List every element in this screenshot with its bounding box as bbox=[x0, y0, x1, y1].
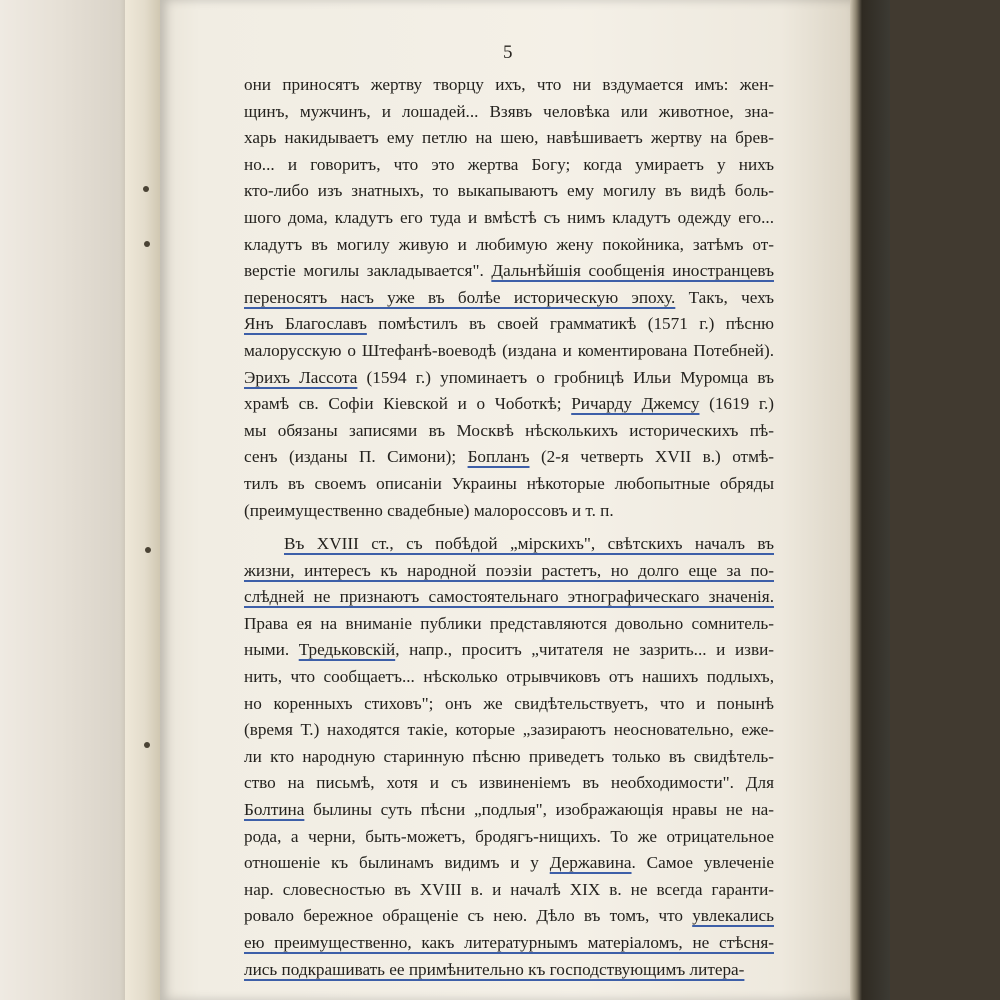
text-segment: нить, что сообщаетъ... нѣсколько отрывчиковъ отъ нашихъ подлыхъ, bbox=[244, 667, 774, 687]
underlined-text: слѣдней не признаютъ самостоятельнаго этнографическаго значенія. bbox=[244, 587, 774, 607]
text-line bbox=[244, 444, 774, 471]
underlined-text: Въ XVIII ст., съ побѣдой „мірскихъ", свѣтскихъ началъ въ bbox=[284, 534, 774, 554]
binding-hole bbox=[144, 742, 150, 748]
text-segment: помѣстилъ въ своей грамматикѣ (1571 г.) пѣсню bbox=[366, 314, 775, 334]
text-line bbox=[244, 531, 774, 558]
text-line bbox=[244, 125, 774, 152]
text-line bbox=[244, 178, 774, 205]
text-line bbox=[244, 770, 774, 797]
text-line bbox=[244, 311, 774, 338]
text-segment: Права ея на вниманіе публики представляются довольно сомнитель- bbox=[244, 613, 774, 633]
text-line bbox=[244, 930, 774, 957]
text-segment: но коренныхъ стиховъ"; онъ же свидѣтельствуетъ, что и понынѣ bbox=[244, 693, 774, 713]
text-segment: ство на письмѣ, хотя и съ извиненіемъ въ необходимости". Для bbox=[244, 773, 774, 793]
text-segment: ли кто народную старинную пѣсню приведетъ только въ свидѣтель- bbox=[244, 746, 774, 766]
text-line bbox=[244, 611, 774, 638]
text-segment: шого дома, кладутъ его туда и вмѣстѣ съ нимъ кладутъ одежду его... bbox=[244, 207, 774, 227]
text-line bbox=[244, 391, 774, 418]
text-line bbox=[244, 205, 774, 232]
binding-hole bbox=[144, 241, 150, 247]
binding-hole bbox=[143, 186, 149, 192]
paragraph bbox=[244, 531, 774, 983]
text-segment: щинъ, мужчинъ, и лошадей... Взявъ человѣка или животное, зна- bbox=[244, 101, 774, 121]
underlined-text: увлекались bbox=[692, 906, 774, 926]
text-line bbox=[244, 365, 774, 392]
book-cover-edge bbox=[850, 0, 890, 1000]
text-line bbox=[244, 664, 774, 691]
underlined-text: лись подкрашивать ее примѣнительно къ господствующимъ литера- bbox=[244, 959, 745, 979]
text-line bbox=[244, 744, 774, 771]
text-line bbox=[244, 717, 774, 744]
text-line bbox=[244, 258, 774, 285]
underlined-text: Тредьковскій bbox=[298, 640, 396, 660]
text-segment: (преимущественно свадебные) малороссовъ и т. п. bbox=[244, 500, 614, 520]
text-segment: былины суть пѣсни „подлыя", изображающія нравы не на- bbox=[304, 800, 774, 820]
text-line bbox=[244, 957, 774, 984]
text-segment: харь накидываетъ ему петлю на шею, навѣшиваетъ жертву на брев- bbox=[244, 128, 774, 148]
body-text bbox=[244, 72, 774, 983]
underlined-text: Эрихъ Лассота bbox=[244, 367, 358, 387]
text-line bbox=[244, 558, 774, 585]
underlined-text: жизни, интересъ къ народной поэзіи растетъ, но долго еще за по- bbox=[244, 560, 774, 580]
text-line bbox=[244, 498, 774, 525]
underlined-text: Янъ Благославъ bbox=[244, 314, 367, 334]
text-line bbox=[244, 877, 774, 904]
underlined-text: Ричарду Джемсу bbox=[571, 394, 700, 414]
text-line bbox=[244, 418, 774, 445]
underlined-text: Болтина bbox=[244, 800, 305, 820]
text-line bbox=[244, 824, 774, 851]
text-segment: нар. словесностью въ XVIII в. и началѣ XIX в. не всегда гаранти- bbox=[244, 879, 774, 899]
text-segment: они приносятъ жертву творцу ихъ, что ни вздумается имъ: жен- bbox=[244, 75, 774, 94]
text-line bbox=[244, 285, 774, 312]
underlined-text: Бопланъ bbox=[467, 447, 530, 467]
text-segment: кто-либо изъ знатныхъ, то выкапываютъ ему могилу въ видѣ боль- bbox=[244, 181, 774, 201]
text-segment: мы обязаны записями въ Москвѣ нѣсколькихъ историческихъ пѣ- bbox=[244, 420, 774, 440]
text-segment: рода, а черни, быть-можетъ, бродягъ-нищихъ. То же отрицательное bbox=[244, 826, 774, 846]
text-segment: , напр., проситъ „читателя не зазрить... и изви- bbox=[395, 640, 774, 660]
text-segment: верстіе могилы закладывается". bbox=[244, 261, 492, 281]
binding-hole bbox=[145, 547, 151, 553]
text-line bbox=[244, 471, 774, 498]
text-line bbox=[244, 232, 774, 259]
text-line bbox=[244, 584, 774, 611]
text-segment: храмѣ св. Софіи Кіевской и о Чоботкѣ; bbox=[244, 394, 572, 414]
text-segment: но... и говоритъ, что это жертва Богу; когда умираетъ у нихъ bbox=[244, 154, 774, 174]
text-line bbox=[244, 850, 774, 877]
text-line bbox=[244, 797, 774, 824]
text-line bbox=[244, 152, 774, 179]
text-segment: (1619 г.) bbox=[699, 394, 774, 414]
underlined-text: переносятъ насъ уже въ болѣе историческую эпоху. bbox=[244, 287, 676, 307]
underlined-text: ею преимущественно, какъ литературнымъ матеріаломъ, не стѣсня- bbox=[244, 933, 774, 952]
text-line bbox=[244, 691, 774, 718]
text-line bbox=[244, 637, 774, 664]
text-line bbox=[244, 338, 774, 365]
text-segment: малорусскую о Штефанѣ-воеводѣ (издана и коментирована Потебней). bbox=[244, 340, 774, 360]
text-line bbox=[244, 903, 774, 930]
text-segment: (время Т.) находятся такіе, которые „зазираютъ неосновательно, еже- bbox=[244, 720, 774, 740]
text-segment: ровало бережное обращеніе съ нею. Дѣло въ томъ, что bbox=[244, 906, 693, 926]
text-segment: (2-я четверть XVII в.) отмѣ- bbox=[529, 447, 775, 467]
page-number: 5 bbox=[503, 42, 514, 63]
text-segment: кладутъ въ могилу живую и любимую жену покойника, затѣмъ от- bbox=[244, 234, 774, 254]
text-segment: . Самое увлеченіе bbox=[631, 853, 774, 873]
text-segment: ными. bbox=[244, 640, 299, 660]
text-segment: (1594 г.) упоминаетъ о гробницѣ Ильи Муромца въ bbox=[357, 367, 774, 387]
text-line bbox=[244, 72, 774, 99]
underlined-text: Державина bbox=[549, 853, 632, 873]
underlined-text: Дальнѣйшія сообщенія иностранцевъ bbox=[491, 261, 774, 281]
text-segment: Такъ, чехъ bbox=[675, 287, 774, 307]
text-line bbox=[244, 99, 774, 126]
paragraph bbox=[244, 72, 774, 524]
text-segment: тилъ въ своемъ описаніи Украины нѣкоторые любопытные обряды bbox=[244, 473, 774, 493]
text-segment: сенъ (изданы П. Симони); bbox=[244, 447, 468, 467]
text-segment: отношеніе къ былинамъ видимъ и у bbox=[244, 853, 550, 873]
